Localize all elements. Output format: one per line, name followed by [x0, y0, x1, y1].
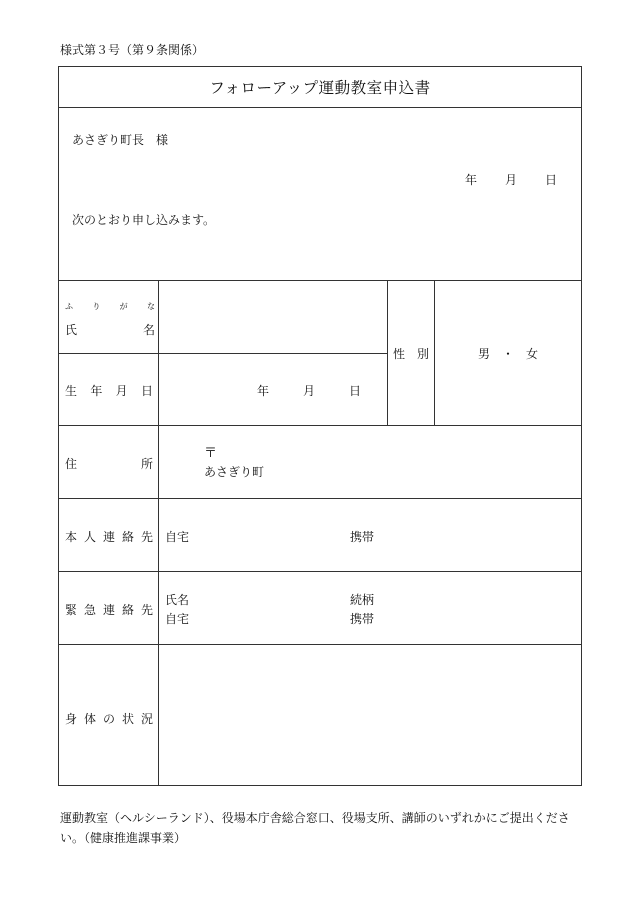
- divider-address-contact: [59, 498, 581, 499]
- form-number: 様式第３号（第９条関係）: [60, 43, 205, 57]
- addressee-block: [59, 107, 581, 281]
- personal-home-phone[interactable]: 自宅: [165, 530, 190, 544]
- addressee: あさぎり町長 様: [72, 133, 169, 147]
- divider-name-dob: [59, 353, 387, 354]
- name-label: 氏 名: [65, 323, 155, 337]
- personal-contact-label: 本 人 連 絡 先: [65, 530, 153, 544]
- dob-field[interactable]: [257, 382, 361, 399]
- dob-label: 生 年 月 日: [65, 384, 153, 398]
- emergency-mobile-phone[interactable]: 携帯: [350, 612, 375, 626]
- dob-month: 月: [303, 384, 316, 398]
- emergency-relation[interactable]: 続柄: [350, 593, 375, 607]
- address-town[interactable]: あさぎり町: [204, 465, 265, 479]
- dob-day: 日: [349, 384, 362, 398]
- submission-note: 運動教室（ヘルシーランド）、役場本庁舎総合窓口、役場支所、講師のいずれかにご提出ください。（健康推進課事業）: [60, 811, 570, 845]
- furigana-label: ふ り が な: [65, 302, 155, 311]
- dob-year: 年: [257, 384, 270, 398]
- statement: 次のとおり申し込みます。: [72, 213, 216, 227]
- date-year: 年: [464, 173, 477, 187]
- gender-options[interactable]: 男 ・ 女: [477, 347, 538, 361]
- name-field[interactable]: [159, 281, 387, 353]
- gender-left-divider: [387, 280, 388, 425]
- divider-dob-address: [59, 425, 581, 426]
- form-title: フォローアップ運動教室申込書: [59, 67, 581, 108]
- physical-condition-field[interactable]: [159, 645, 581, 785]
- application-form: [58, 66, 582, 786]
- physical-condition-label: 身 体 の 状 況: [65, 712, 153, 726]
- emergency-home-phone[interactable]: 自宅: [165, 612, 190, 626]
- application-date[interactable]: [465, 171, 557, 188]
- emergency-name[interactable]: 氏名: [165, 593, 190, 607]
- emergency-contact-label: 緊 急 連 絡 先: [65, 603, 153, 617]
- address-label: 住 所: [65, 457, 153, 471]
- date-day: 日: [544, 173, 557, 187]
- gender-label: 性 別: [393, 347, 429, 361]
- personal-mobile-phone[interactable]: 携帯: [350, 530, 375, 544]
- divider-contact-emergency: [59, 571, 581, 572]
- date-month: 月: [504, 173, 517, 187]
- postal-mark: 〒: [204, 446, 218, 461]
